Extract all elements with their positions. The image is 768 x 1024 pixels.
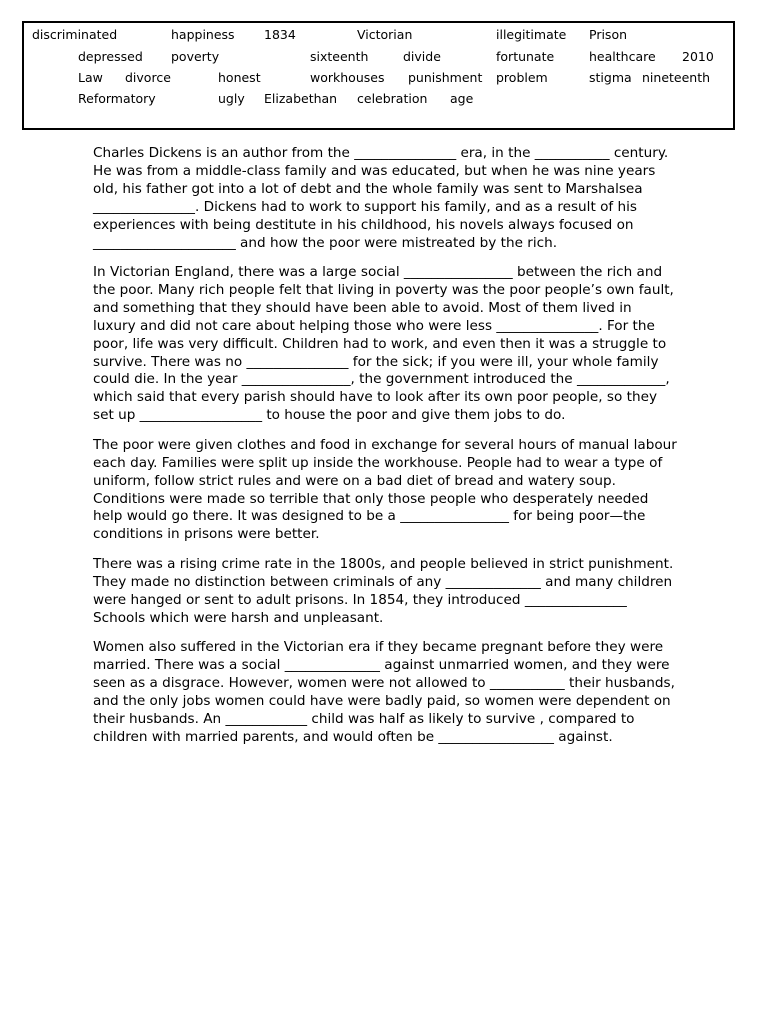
word-bank-word: age bbox=[450, 91, 474, 106]
word-bank-word: Reformatory bbox=[78, 91, 156, 106]
word-bank-word: sixteenth bbox=[310, 49, 369, 64]
word-bank-word: divorce bbox=[125, 70, 171, 85]
word-bank-word: Law bbox=[78, 70, 103, 85]
word-bank-box bbox=[22, 21, 735, 130]
word-bank-word: honest bbox=[218, 70, 261, 85]
word-bank-word: Victorian bbox=[357, 27, 413, 42]
word-bank-word: problem bbox=[496, 70, 548, 85]
word-bank-word: workhouses bbox=[310, 70, 385, 85]
paragraph-crime: There was a rising crime rate in the 1800s, and people believed in strict punishment. They made no distinction between criminals of any ______________ and many children were hanged or sent to adult prisons. In 1854, they introduced _______________ Schools which were harsh and unpleasant. bbox=[93, 555, 674, 626]
word-bank-word: nineteenth bbox=[642, 70, 711, 85]
word-bank-word: 2010 bbox=[682, 49, 714, 64]
word-bank-word: celebration bbox=[357, 91, 428, 106]
paragraph-dickens: Charles Dickens is an author from the _______________ era, in the ___________ century. He was from a middle-class family and was educated, but when he was nine years old, his father got into a lot of debt and the whole family was sent to Marshalsea _______________. Dickens had to work to support his family, and as a result of his experiences with being destitute in his childhood, his novels always focused on _____________________ and how the poor were mistreated by the rich. bbox=[93, 145, 669, 251]
word-bank-word: fortunate bbox=[496, 49, 555, 64]
word-bank-word: divide bbox=[403, 49, 441, 64]
word-bank-word: happiness bbox=[171, 27, 235, 42]
cloze-passage bbox=[93, 145, 677, 758]
word-bank-word: healthcare bbox=[589, 49, 656, 64]
word-bank-word: poverty bbox=[171, 49, 220, 64]
word-bank-word: discriminated bbox=[32, 27, 118, 42]
word-bank-word: 1834 bbox=[264, 27, 296, 42]
word-bank-word: depressed bbox=[78, 49, 143, 64]
paragraph-workhouse: The poor were given clothes and food in exchange for several hours of manual labour each day. Families were split up inside the workhouse. People had to wear a type of uniform, follow strict rules and were on a bad diet of bread and watery soup. Conditions were made so terrible that only those people who desperately needed help would go there. It was designed to be a ________________ for being poor—the conditions in prisons were better. bbox=[93, 436, 677, 543]
word-bank-word: Elizabethan bbox=[264, 91, 338, 106]
word-bank-word: ugly bbox=[218, 91, 245, 106]
paragraph-victorian-england: In Victorian England, there was a large social ________________ between the rich and the poor. Many rich people felt that living in poverty was the poor people’s own fault, and something that they should have been able to avoid. Most of them lived in luxury and did not care about helping those who were less _______________. For the poor, life was very difficult. Children had to work, and even then it was a struggle to survive. There was no _______________ for the sick; if you were ill, your whole family could die. In the year ________________, the government introduced the _____________, which said that every parish should have to look after its own poor people, so they set up __________________ to house the poor and give them jobs to do. bbox=[93, 264, 674, 424]
word-bank-word: Prison bbox=[589, 27, 628, 42]
word-bank-word: stigma bbox=[589, 70, 632, 85]
paragraph-women: Women also suffered in the Victorian era if they became pregnant before they were married. There was a social ______________ against unmarried women, and they were seen as a disgrace. However, women were not allowed to ___________ their husbands, and the only jobs women could have were badly paid, so women were dependent on their husbands. An ____________ child was half as likely to survive , compared to children with married parents, and would often be _________________ against. bbox=[93, 639, 675, 745]
word-bank-word: illegitimate bbox=[496, 27, 567, 42]
word-bank-word: punishment bbox=[408, 70, 483, 85]
